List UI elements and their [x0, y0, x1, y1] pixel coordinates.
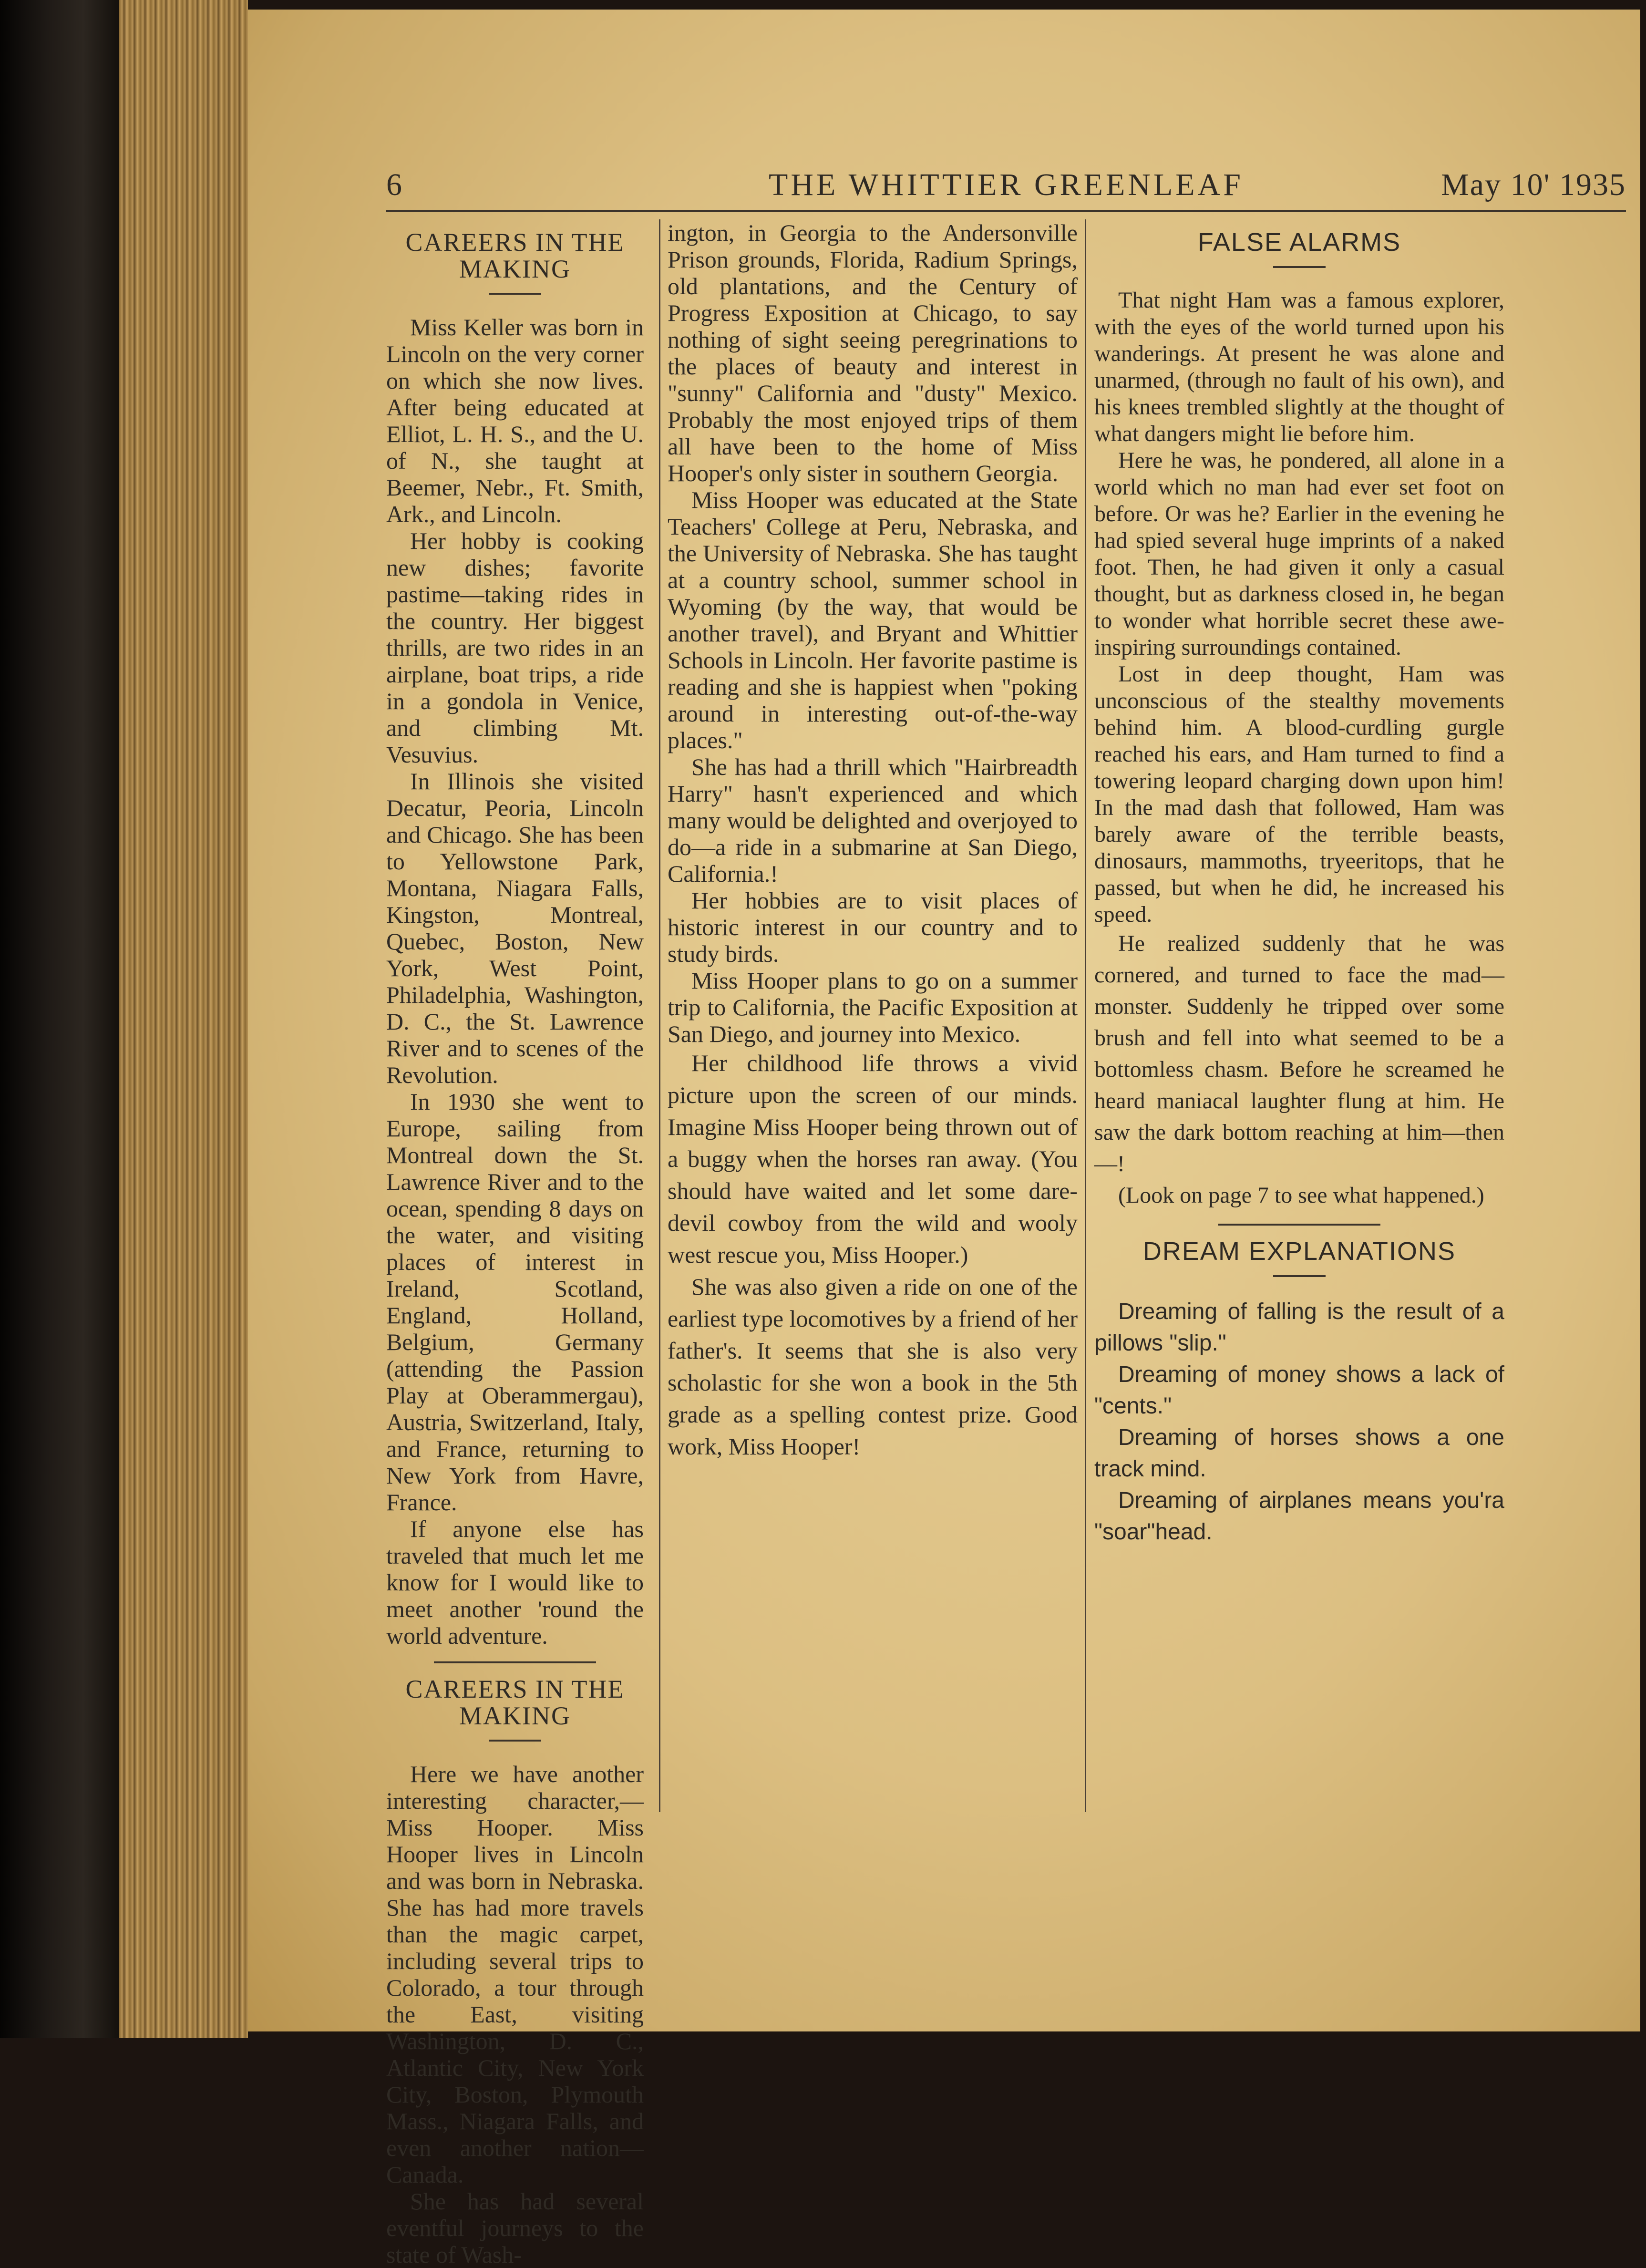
article-paragraph: (Look on page 7 to see what happened.): [1118, 1183, 1484, 1208]
list-item: Dreaming of horses shows a one track mind.: [1094, 1425, 1504, 1482]
article-paragraph: Here we have another interesting character,—Miss Hooper. Miss Hooper lives in Lincoln and was born in Nebraska. She has had more travels than the magic carpet, including several trips to Colorado, a tour through the East, visiting Washington, D. C., Atlantic City, New York City, Boston, Plymouth Mass., Niagara Falls, and even another nation—Canada.: [386, 1761, 644, 2188]
book-binding: [0, 0, 119, 2038]
article-headline: CAREERS IN THE MAKING: [405, 228, 625, 283]
article-paragraph: Her childhood life throws a vivid picture upon the screen of our minds. Imagine Miss Hooper being thrown out of a buggy when the horses ran away. (You should have waited and let some dare-devil cowboy from the wild and wooly west rescue you, Miss Hooper.): [668, 1050, 1078, 1268]
article-paragraph: Miss Hooper was educated at the State Teachers' College at Peru, Nebraska, and the University of Nebraska. She has taught at a country school, summer school in Wyoming (by the way, that would be another travel), and Bryant and Whittier Schools in Lincoln. Her favorite pastime is reading and she is happiest when "poking around in interesting out-of-the-way places.": [668, 486, 1078, 753]
page-edges: [119, 0, 248, 2038]
article-headline: CAREERS IN THE MAKING: [405, 1675, 625, 1730]
article-paragraph: In 1930 she went to Europe, sailing from Montreal down the St. Lawrence River and to the ocean, spending 8 days on the water, and visiting places of interest in Ireland, Scotland, England, Holland, Belgium, Germany (attending the Passion Play at Oberammergau), Austria, Switzerland, Italy, and France, returning to New York from Havre, France.: [386, 1088, 644, 1515]
masthead: [386, 167, 1626, 210]
headline-rule: [489, 293, 541, 295]
article-headline: FALSE ALARMS: [1197, 228, 1401, 257]
article-paragraph: She was also given a ride on one of the earliest type locomotives by a friend of her father's. It seems that she is also very scholastic for she won a book in the 5th grade as a spelling contest prize. Good work, Miss Hooper!: [668, 1273, 1078, 1460]
article-paragraph: That night Ham was a famous explorer, with the eyes of the world turned upon his wanderings. At present he was alone and unarmed, (through no fault of his own), and his knees trembled slightly at the thought of what dangers might lie before him.: [1094, 288, 1504, 446]
column-divider: [659, 219, 660, 1812]
list-item: Dreaming of money shows a lack of "cents.": [1094, 1362, 1504, 1419]
masthead-rule: [386, 210, 1626, 212]
section-rule: [1218, 1224, 1380, 1226]
article-paragraph: She has had a thrill which "Hairbreadth Harry" hasn't experienced and which many would be delighted and overjoyed to do—a ride in a submarine at San Diego, California.!: [668, 753, 1078, 887]
section-rule: [434, 1661, 596, 1663]
column-3: [1094, 219, 1504, 1822]
article-paragraph: Her hobbies are to visit places of historic interest in our country and to study birds.: [668, 887, 1078, 967]
article-paragraph: Miss Hooper plans to go on a summer trip to California, the Pacific Exposition at San Diego, and journey into Mexico.: [668, 967, 1078, 1047]
newspaper-page: [248, 10, 1640, 2268]
article-paragraph: He realized suddenly that he was cornered, and turned to face the mad—monster. Suddenly he tripped over some brush and fell into what seemed to be a bottomless chasm. Before he screamed he heard maniacal laughter flung at him. He saw the dark bottom reaching at him—then—!: [1094, 931, 1504, 1176]
dream-list: [1094, 1296, 1504, 1548]
article-paragraph: ington, in Georgia to the Andersonville Prison grounds, Florida, Radium Springs, old plantations, and the Century of Progress Exposition at Chicago, to say nothing of sight seeing peregrinations to the places of beauty and interest in "sunny" California and "dusty" Mexico. Probably the most enjoyed trips of them all have been to the home of Miss Hooper's only sister in southern Georgia.: [668, 219, 1078, 486]
article-paragraph: If anyone else has traveled that much let me know for I would like to meet another 'round the world adventure.: [386, 1515, 644, 1649]
article-paragraph: Miss Keller was born in Lincoln on the very corner on which she now lives. After being educated at Elliot, L. H. S., and the U. of N., she taught at Beemer, Nebr., Ft. Smith, Ark., and Lincoln.: [386, 314, 644, 527]
article-paragraph: She has had several eventful journeys to the state of Wash-: [386, 2188, 644, 2268]
issue-date: May 10' 1935: [1441, 167, 1626, 202]
list-item: Dreaming of airplanes means you'ra "soar"head.: [1094, 1488, 1504, 1545]
column-1: [386, 219, 644, 2268]
article-paragraph: Here he was, he pondered, all alone in a world which no man had ever set foot on before. Or was he? Earlier in the evening he had spied several huge imprints of a naked foot. Then, he had given it only a casual thought, but as darkness closed in, he began to wonder what horrible secret these awe-inspiring surroundings contained.: [1094, 448, 1504, 660]
article-paragraph: In Illinois she visited Decatur, Peoria, Lincoln and Chicago. She has been to Yellowstone Park, Montana, Niagara Falls, Kingston, Montreal, Quebec, Boston, New York, West Point, Philadelphia, Washington, D. C., the St. Lawrence River and to scenes of the Revolution.: [386, 768, 644, 1088]
page-number: 6: [386, 167, 403, 202]
column-2: [668, 219, 1078, 1822]
article-paragraph: Her hobby is cooking new dishes; favorite pastime—taking rides in the country. Her biggest thrills, are two rides in an airplane, boat trips, a ride in a gondola in Venice, and climbing Mt. Vesuvius.: [386, 527, 644, 768]
paper-title: THE WHITTIER GREENLEAF: [769, 167, 1244, 202]
column-divider: [1085, 219, 1086, 1812]
headline-rule: [1273, 1275, 1326, 1277]
headline-rule: [1273, 266, 1326, 268]
article-paragraph: Lost in deep thought, Ham was unconscious of the stealthy movements behind him. A blood-curdling gurgle reached his ears, and Ham turned to find a towering leopard charging down upon him! In the mad dash that followed, Ham was barely aware of the terrible beasts, dinosaurs, mammoths, tryeeritops, that he passed, but when he did, he increased his speed.: [1094, 661, 1504, 927]
article-headline: DREAM EXPLANATIONS: [1142, 1237, 1456, 1266]
headline-rule: [489, 1740, 541, 1742]
list-item: Dreaming of falling is the result of a pillows "slip.": [1094, 1299, 1504, 1356]
